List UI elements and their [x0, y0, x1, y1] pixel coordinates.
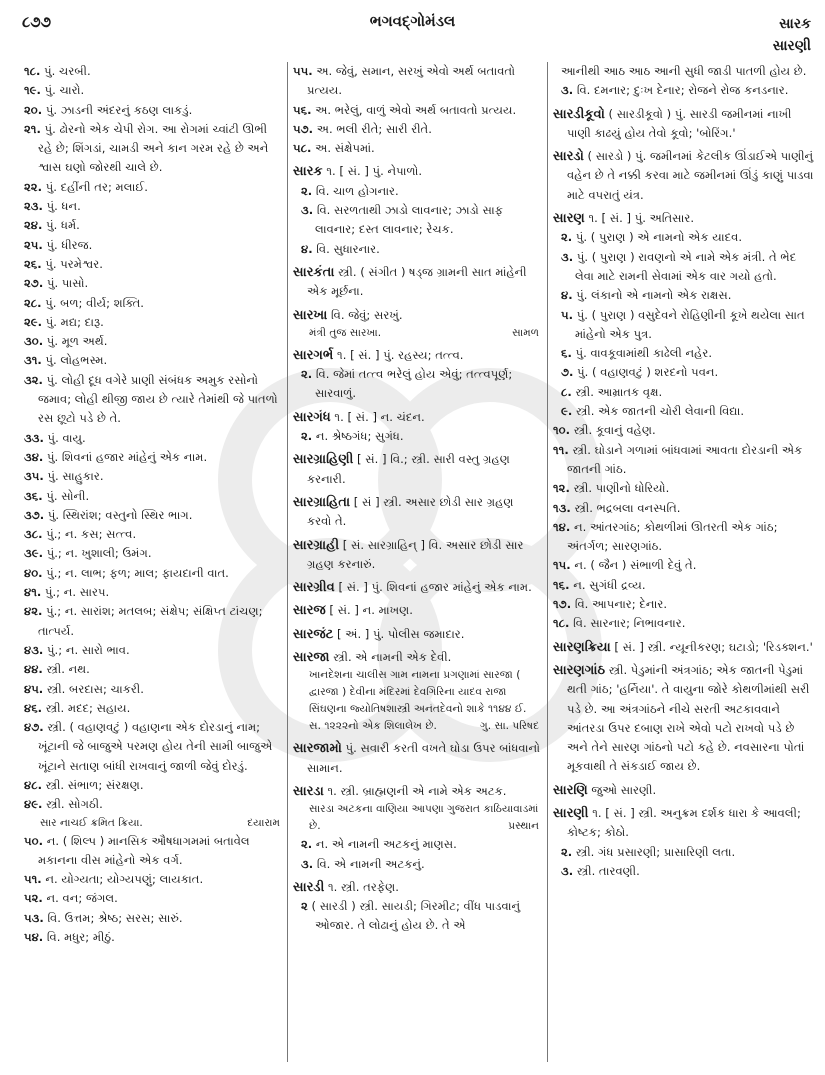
citation-quote: [293, 325, 541, 342]
sense-number: ૧૫.: [553, 558, 571, 573]
sense-entry: [24, 62, 282, 81]
sense-entry: [297, 835, 541, 854]
headword: સારજા: [293, 650, 330, 666]
definition-text: સ્ત્રી. પેડુમાંની અંત્રગાંઠ; એક જાતની પેડુમાં થતી ગાંઠ; 'હર્નિયા'. તે વાયુના જોરે કોથળીમાંથી સરી પડે છે. આ અંત્રગાંઠને નીચે સરતી અટકાવવાને આંતરડા ઉપર દબાણ રાખે એવો પટો રાખવો પડે છે અને તેને સારણ ગાંઠનો પટો કહે છે. નવસારના પોતાં મૂકવાથી તે સંકડાઈ જાય છે.: [567, 662, 810, 774]
sense-number: ૨૪.: [24, 218, 43, 233]
sense-number: ૨૨.: [24, 179, 43, 194]
dictionary-entry: [293, 648, 541, 667]
sense-entry: [24, 870, 282, 889]
sense-number: ૩૪.: [24, 449, 44, 464]
sense-number: ૨.: [301, 367, 313, 382]
dictionary-entry: [293, 739, 541, 778]
sense-entry: [297, 240, 541, 259]
quote-source: સામળ: [512, 326, 539, 339]
dictionary-entry: [293, 450, 541, 489]
sense-entry: [24, 313, 282, 332]
dictionary-entry: [293, 306, 541, 325]
sense-entry: [24, 178, 282, 197]
definition-text: પું. ( વહાણવટું ) શરદનો પવન.: [577, 365, 719, 380]
sense-number: ૨૯.: [24, 314, 43, 329]
sense-entry: [24, 680, 282, 699]
sense-entry: [24, 889, 282, 908]
definition-text: પું. ચરબી.: [44, 64, 91, 78]
headword: સારગ્રાહિતા: [293, 494, 351, 510]
definition-text: ન. ( જૈન ) સંભાળી દેવું તે.: [574, 558, 697, 573]
sense-number: ૨૩.: [24, 199, 43, 214]
sense-number: ૪૦.: [24, 565, 43, 580]
sense-number: ૩.: [561, 863, 574, 878]
definition-text: ન. આંતરગાંઠ; કોથળીમાં ઊતરતી એક ગાંઠ; અંતર્ગળ; સારણગાંઠ.: [567, 519, 778, 554]
sense-entry: [24, 255, 282, 274]
citation-quote: [24, 815, 282, 832]
headword: સારખા: [293, 307, 328, 323]
sense-number: ૭.: [561, 365, 574, 380]
definition-text: પું. સ્થિરાંશ; વસ્તુનો સ્થિર ભાગ.: [47, 507, 193, 522]
definition-text: પું. શિવનાં હજાર માંહેનું એક નામ.: [47, 449, 208, 464]
sense-number: ૧૨.: [553, 481, 570, 496]
sense-number: ૧૯.: [24, 83, 41, 98]
dictionary-entry: [553, 147, 815, 205]
definition-text: વિ. સારનાર; નિભાવનાર.: [573, 616, 686, 631]
sense-entry: [24, 101, 282, 120]
sense-entry: [24, 236, 282, 255]
sense-number: ૫૪.: [24, 930, 44, 945]
sense-entry: [297, 365, 541, 404]
headword: સારક: [293, 164, 323, 180]
headword: સારગર્ભ: [293, 347, 334, 363]
sense-entry: [293, 101, 541, 120]
headword: સારગ્રીવ: [293, 580, 335, 596]
quote-source: પ્રસ્થાન: [508, 820, 539, 833]
definition-text: જુઓ સારણી.: [591, 782, 657, 797]
definition-text: સ્ત્રી. ભદ્રબલા વનસ્પતિ.: [574, 500, 681, 515]
definition-text: પું. વાવકૂવામાંથી કાઢેલી નહેર.: [575, 346, 713, 361]
sense-entry: [557, 286, 815, 305]
definition-text: પું. ( પુરાણ ) રાવણનો એ નામે એક મંત્રી. તે ભેદ લેવા માટે રામની સેવામાં એક વાર ગયો હતો.: [575, 249, 797, 283]
sense-number: ૩૧.: [24, 353, 42, 368]
quote-source: ગુ. સા. પરિષદ: [480, 720, 539, 733]
definition-text: સ્ત્રી. પાણીનો ધોરિયો.: [573, 481, 670, 496]
column-divider: [287, 62, 288, 1062]
headword: સારકંતા: [293, 264, 335, 280]
sense-entry: [24, 718, 282, 776]
sense-number: ૩૨.: [24, 372, 43, 387]
definition-text: પું. ધર્મ.: [46, 218, 80, 233]
sense-number: ૩૯.: [24, 546, 43, 561]
sense-entry: [24, 332, 282, 351]
sense-entry: [24, 197, 282, 216]
sense-entry: [24, 699, 282, 718]
dictionary-entry: [293, 263, 541, 302]
sense-entry: [557, 843, 815, 862]
definition-text: ૧. સ્ત્રી. બ્રાહ્મણની એ નામે એક અટક.: [327, 783, 507, 798]
sense-number: ૫૦.: [24, 833, 44, 848]
definition-text: સ્ત્રી. એ નામની એક દેવી.: [333, 650, 452, 665]
definition-text: [ સં ] સ્ત્રી. અસાર છોડી સાર ગ્રહણ કરવો તે.: [307, 494, 514, 529]
dictionary-entry: [553, 781, 815, 800]
column-divider: [547, 62, 548, 1062]
sense-entry: [557, 306, 815, 345]
headword: સારણિ: [553, 782, 588, 798]
sense-entry: [24, 602, 282, 641]
sense-number: ૨.: [561, 844, 573, 859]
definition-text: પું. ( પુરાણ ) એ નામનો એક યાદવ.: [575, 230, 743, 245]
sense-number: ૩૦.: [24, 334, 44, 349]
headword: સારણક્રિયા: [553, 639, 611, 655]
headword: સારડો: [553, 149, 584, 165]
dictionary-entry: [293, 408, 541, 427]
sense-number: ૧૮.: [24, 64, 41, 78]
definition-text: અ. જેવું, સમાન, સરખું એવો અર્થ બતાવતો પ્રત્યય.: [307, 64, 516, 98]
continued-text: આનીથી આઠ આઠ આની સુધી જાડી પાતળી હોય છે.: [561, 64, 807, 78]
sense-entry: [24, 294, 282, 313]
headword: સારણગાંઠ: [553, 662, 606, 678]
sense-entry: [553, 421, 815, 440]
definition-text: સ્ત્રી. નથ.: [46, 662, 90, 677]
dictionary-entry: [293, 493, 541, 532]
sense-number: ૪.: [561, 288, 573, 303]
headword: સારણ: [553, 211, 585, 227]
sense-entry: [24, 641, 282, 660]
definition-text: પું. ધીરજ.: [46, 237, 93, 252]
sense-entry: [553, 441, 815, 480]
dictionary-entry: [553, 638, 815, 657]
sense-entry: [24, 506, 282, 525]
sense-entry: [293, 139, 541, 158]
dictionary-entry: [293, 878, 541, 897]
definition-text: [ સં. ] વિ.; સ્ત્રી. સારી વસ્તુ ગ્રહણ કરનારી.: [307, 452, 510, 486]
sense-entry: [557, 402, 815, 421]
sense-entry: [557, 363, 815, 382]
definition-text: પું. પાસો.: [46, 276, 89, 291]
sense-entry: [557, 248, 815, 287]
sense-number: ૪૪.: [24, 662, 43, 677]
definition-text: ૧. [ સં. ] પું. રહસ્ય; તત્ત્વ.: [337, 347, 464, 362]
headword: સારજ: [293, 603, 326, 619]
definition-text: વિ. એ નામની અટકનું.: [316, 856, 425, 871]
sense-number: ૪૭.: [24, 720, 44, 735]
sense-number: ૨૮.: [24, 295, 42, 310]
book-title: ભગવદ્ગોમંડલ: [369, 12, 456, 30]
sense-entry: [24, 795, 282, 814]
sense-number: ૫૬.: [293, 102, 312, 117]
definition-text: પું. ચારો.: [44, 83, 85, 98]
sense-number: ૩.: [561, 83, 574, 98]
sense-entry: [24, 351, 282, 370]
definition-text: સ્ત્રી. ગંધ પ્રસારણી; પ્રાસારિણી લતા.: [575, 844, 736, 859]
definition-text: વિ. સુધારનાર.: [316, 241, 380, 256]
definition-text: વિ. મધુર; મીઠું.: [46, 930, 115, 945]
page-number: ૮૭૭: [22, 13, 52, 31]
sense-entry: [24, 909, 282, 928]
guide-word-first: સારક: [779, 16, 811, 32]
sense-entry: [557, 344, 815, 363]
sense-number: ૮.: [561, 384, 572, 399]
dictionary-entry: [293, 162, 541, 181]
definition-text: વિ. ઉત્તમ; શ્રેષ્ઠ; સરસ; સારું.: [47, 910, 183, 925]
page-header: [0, 0, 825, 56]
definition-text: ન. યોગ્યતા; યોગ્યપણું; લાયકાત.: [45, 872, 204, 887]
sense-entry: [24, 487, 282, 506]
sense-number: ૩.: [301, 203, 314, 218]
dictionary-entry: [553, 661, 815, 777]
definition-text: ૧. [ સં. ] સ્ત્રી. અનુક્રમ દર્શક ધારા કે આવલી; કોષ્ટક; કોઠો.: [567, 805, 801, 840]
sense-number: ૨: [301, 899, 308, 914]
definition-text: ( સારડો ) પું. જમીનમાં કેટલીક ઊંડાઈએ પાણીનું વહેન છે તે નક્કી કરવા માટે જમીનમાં ઊંડું કાણું પાડવા માટે વપરાતું યંત્ર.: [567, 149, 814, 202]
sense-number: ૨૭.: [24, 276, 44, 291]
quote-source: દયારામ: [247, 816, 280, 829]
guide-word-last: સારણી: [772, 38, 811, 54]
definition-text: સ્ત્રી. બરદાસ; ચાકરી.: [46, 681, 144, 696]
sense-entry: [24, 928, 282, 947]
sense-entry: [24, 120, 282, 178]
sense-entry: [297, 897, 541, 936]
sense-entry: [24, 776, 282, 795]
sense-number: ૫૫.: [293, 64, 313, 78]
quote-text: સારડા અટકના વાણિયા આપણા ગુજરાત કાઠિયાવાડમાં છે.: [309, 803, 539, 833]
sense-number: ૩.: [301, 856, 314, 871]
definition-text: પું. લોહભસ્મ.: [45, 353, 108, 368]
sense-entry: [557, 862, 815, 881]
headword: સારણી: [553, 805, 589, 821]
sense-number: ૪૧.: [24, 585, 42, 600]
sense-entry: [297, 427, 541, 446]
sense-entry: [293, 120, 541, 139]
sense-number: ૨૬.: [24, 256, 42, 271]
definition-text: પું. ધન.: [46, 199, 81, 214]
sense-number: ૪.: [301, 241, 313, 256]
sense-number: ૫.: [561, 307, 574, 322]
sense-number: ૩૭.: [24, 507, 45, 522]
sense-number: ૨૫.: [24, 237, 43, 252]
sense-entry: [553, 576, 815, 595]
definition-text: વિ. સરળતાથી ઝાડો લાવનાર; ઝાડો સાફ લાવનાર; દસ્ત લાવનાર; રેચક.: [315, 203, 503, 237]
quote-text: ખાનદેશના ચાલીસ ગામ નામના પ્રગણામાં સારજા ( દ્વારજા ) દેવીના મંદિરમાં દેવગિરિના યાદવ રાજા સિંઘણના જ્યોતિષશાસ્ત્રી અનંતદેવનો શાકે ૧૧૪૪ ઈ. સ. ૧૨૨૨નો એક શિલાલેખ છે.: [309, 669, 527, 733]
sense-entry: [24, 448, 282, 467]
headword: સારડીકૂવો: [553, 106, 605, 122]
sense-number: ૪૨.: [24, 604, 43, 619]
definition-text: [ અં. ] પું. પોલીસ જમાદાર.: [337, 626, 465, 641]
definition-text: પું. સોની.: [46, 488, 90, 503]
definition-text: પું. દહીંની તર; મલાઈ.: [45, 179, 148, 194]
definition-text: પું. પરમેશ્વર.: [45, 256, 103, 271]
sense-number: ૧૬.: [553, 577, 570, 592]
definition-text: સ્ત્રી. કૂવાનું વહેણ.: [573, 423, 656, 438]
sense-entry: [553, 499, 815, 518]
sense-number: ૪૩.: [24, 642, 44, 657]
sense-entry: [24, 429, 282, 448]
definition-text: ૧. સ્ત્રી. તરફેણ.: [327, 879, 399, 894]
definition-text: [ સં. ] ન. માખણ.: [329, 603, 413, 618]
sense-number: ૨.: [301, 837, 313, 852]
dictionary-entry: [553, 804, 815, 843]
sense-number: ૧૩.: [553, 500, 571, 515]
dictionary-entry: [293, 346, 541, 365]
sense-entry: [557, 228, 815, 247]
definition-text: પું. સવારી કરતી વખતે ઘોડા ઉપર બાંધવાનો સામાન.: [307, 741, 540, 775]
definition-text: પું.; ન. સારાંશ; મતલબ; સંક્ષેપ; સંક્ષિપ્ત ટાંચણ; તાત્પર્ય.: [38, 604, 263, 638]
definition-text: પું.; ન. લાભ; ફળ; માલ; ફાયદાની વાત.: [46, 565, 229, 580]
definition-text: પું. ઝાડની અંદરનું કઠણ લાકડું.: [45, 102, 193, 117]
sense-number: ૫૮.: [293, 141, 312, 156]
column-left: [24, 62, 282, 947]
sense-entry: [557, 383, 815, 402]
sense-entry: [297, 182, 541, 201]
sense-entry: [24, 371, 282, 429]
sense-entry: [24, 564, 282, 583]
sense-number: ૪૮.: [24, 777, 42, 792]
sense-number: ૪૬.: [24, 700, 43, 715]
sense-number: ૫૨.: [24, 891, 43, 906]
sense-entry: [24, 467, 282, 486]
definition-text: પું. મૂળ અર્થ.: [46, 334, 108, 349]
definition-text: વિ. દમનાર; દુઃખ દેનાર; રોજને રોજ કનડનાર.: [576, 83, 789, 98]
guide-words: [773, 13, 811, 57]
definition-text: [ સં. સારગ્રાહિન્ ] વિ. અસાર છોડી સાર ગ્રહણ કરનારું.: [307, 537, 524, 571]
definition-text: અ. ભરેલું, વાળું એવો અર્થ બતાવતો પ્રત્યય.: [315, 102, 517, 117]
definition-text: પું.; ન. સારો ભાવ.: [47, 642, 130, 657]
definition-text: સ્ત્રી. સોગઠી.: [46, 797, 103, 812]
definition-text: ન. એ નામની અટકનું માણસ.: [315, 837, 457, 852]
definition-text: ૧. [ સં. ] ન. ચંદન.: [334, 409, 425, 424]
dictionary-entry: [293, 578, 541, 597]
sense-number: ૨.: [561, 230, 573, 245]
definition-text: પું. ( પુરાણ ) વસુદેવને રોહિણીની કૂખે થયેલા સાત માંહેનો એક પુત્ર.: [575, 307, 805, 341]
definition-text: પું. લોહી દૂધ વગેરે પ્રાણી સંબંધક અમુક રસોનો જમાવ; લોહી થીજી જાય છે ત્યારે તેમાંથી જે પાતળો રસ છૂટો પડે છે તે.: [38, 372, 278, 426]
definition-text: પું.; ન. સારપ.: [44, 585, 110, 600]
definition-text: સ્ત્રી. મદદ; સહાય.: [45, 700, 131, 715]
dictionary-entry: [293, 536, 541, 575]
dictionary-entry: [293, 601, 541, 620]
headword: સારજામો: [293, 741, 342, 757]
definition-text: સ્ત્રી. ( વહાણવટું ) વહાણના એક દોરડાનું નામ; ખૂંટાની જે બાજુએ પરમણ હોય તેની સામી બાજુએ ખૂંટાને સતાણ બાંધી રાખવાનું જાળી જેવું દોરડું.: [38, 720, 273, 773]
sense-number: ૧૦.: [553, 423, 571, 438]
sense-entry: [293, 62, 541, 101]
definition-text: ( સારડીકૂવો ) પું. સારડી જમીનમાં નાખી પાણી કાઢયું હોય તેવો કૂવો; 'બોરિંગ.': [567, 106, 792, 140]
headword: સારગ્રાહિણી: [293, 452, 354, 468]
citation-quote: [293, 667, 541, 735]
dictionary-entry: [293, 782, 541, 801]
sense-entry: [24, 660, 282, 679]
definition-text: સ્ત્રી. સંભાળ; સંરક્ષણ.: [45, 777, 144, 792]
sense-number: ૧૮.: [553, 616, 570, 631]
sense-number: ૩.: [561, 249, 574, 264]
dictionary-entry: [553, 209, 815, 228]
sense-number: ૯.: [561, 404, 573, 419]
sense-entry: [297, 201, 541, 240]
sense-entry: [24, 216, 282, 235]
definition-text: ૧. [ સં. ] પું. નેપાળો.: [326, 164, 423, 179]
sense-number: ૨૧.: [24, 121, 41, 136]
definition-text: પું. મદ્ય; દારૂ.: [45, 314, 104, 329]
definition-text: સ્ત્રી. ( સંગીત ) ષડ્જ ગ્રામની સાત માંહેની એક મૂર્છના.: [307, 264, 527, 299]
sense-number: ૩૮.: [24, 527, 43, 542]
quote-text: મંત્રી તુજ સારખા.: [309, 326, 382, 339]
sense-number: ૫૭.: [293, 121, 314, 136]
sense-entry: [553, 595, 815, 614]
sense-entry: [24, 832, 282, 871]
definition-text: પું.; ન. ખુશાલી; ઉમંગ.: [46, 546, 152, 561]
definition-text: વિ. ચાળ હોગનાર.: [315, 183, 399, 198]
sense-entry: [557, 81, 815, 100]
definition-text: [ સં. ] પું. શિવનાં હજાર માંહેનું એક નામ.: [338, 580, 532, 595]
headword: સારડી: [293, 879, 325, 895]
definition-text: ન. ( શિલ્પ ) માનસિક ઔષધાગમમાં બતાવેલ મકાનના વીસ માંહેનો એક વર્ગ.: [38, 833, 250, 867]
citation-quote: [293, 801, 541, 835]
sense-entry: [553, 556, 815, 575]
definition-text: ન. વન; જંગલ.: [46, 891, 118, 906]
sense-entry: [24, 583, 282, 602]
definition-text: ( સારડી ) સ્ત્રી. સાયડી; ગિરમીટ; વીંધ પાડવાનું ઓજાર. તે લોઢાનું હોય છે. તે એ: [311, 899, 521, 933]
sense-entry: [24, 274, 282, 293]
quote-text: સાર નાચઈ ક્રમિત ક્રિયા.: [40, 816, 143, 829]
sense-number: ૩૬.: [24, 488, 43, 503]
sense-number: ૩૫.: [24, 469, 44, 484]
column-right: [553, 62, 815, 881]
sense-number: ૨૦.: [24, 102, 43, 117]
definition-text: અ. ભલી રીતે; સારી રીતે.: [316, 121, 432, 136]
definition-text: પું. બળ; વીર્ય; શક્તિ.: [45, 295, 144, 310]
definition-text: વિ. જેમાં તત્ત્વ ભરેલું હોય એવું; તત્ત્વપૂર્ણ; સારવાળું.: [315, 367, 513, 401]
dictionary-entry: [553, 105, 815, 144]
definition-text: વિ. આપનાર; દેનાર.: [574, 597, 668, 612]
definition-text: ન. શ્રેષ્ઠગંધ; સુગંધ.: [315, 429, 404, 444]
sense-entry: [24, 525, 282, 544]
sense-entry: [24, 544, 282, 563]
definition-text: પું. સાહુકાર.: [47, 469, 104, 484]
sense-number: ૨.: [301, 183, 313, 198]
dictionary-entry: [293, 625, 541, 644]
definition-text: પું. લંકાનો એ નામનો એક રાક્ષસ.: [576, 288, 732, 303]
definition-text: વિ. જેવું; સરખું.: [331, 307, 403, 322]
sense-number: ૧૭.: [553, 597, 572, 612]
sense-entry: [297, 855, 541, 874]
sense-entry: [553, 518, 815, 557]
definition-text: સ્ત્રી. એક જાતની ચોરી લેવાની વિદ્યા.: [575, 404, 745, 419]
sense-number: ૪૫.: [24, 681, 44, 696]
definition-text: ૧. [ સં. ] પું. અતિસાર.: [588, 211, 695, 226]
sense-entry: [24, 81, 282, 100]
sense-number: ૫૩.: [24, 910, 44, 925]
definition-text: સ્ત્રી. તારવણી.: [576, 863, 640, 878]
sense-number: ૨.: [301, 429, 313, 444]
definition-text: પું. ઢોરનો એક ચેપી રોગ. આ રોગમાં ચ્વાંટી ઊભી રહે છે; શિંગડાં, ચામડી અને કાન ગરમ રહે છે અને શ્વાસ ઘણો જોરથી ચાલે છે.: [38, 121, 269, 175]
definition-text: પું.; ન. કસ; સત્ત્વ.: [46, 527, 137, 542]
definition-text: [ સં. ] સ્ત્રી. ન્યૂનીકરણ; ઘટાડો; 'રિડક્શન.': [614, 639, 813, 654]
sense-number: ૩૩.: [24, 430, 44, 445]
definition-text: પું. વાયુ.: [47, 430, 86, 445]
column-middle: [293, 62, 541, 936]
definition-text: ન. સુગંધી દ્રવ્ય.: [573, 577, 646, 592]
sense-number: ૧૪.: [553, 519, 571, 534]
sense-number: ૫૧.: [24, 872, 42, 887]
definition-text: સ્ત્રી. આમ્રાતક વૃક્ષ.: [575, 384, 663, 399]
definition-text: સ્ત્રી. ઘોડાને ગળામાં બાંધવામાં આવતા દોરડાની એક જાતની ગાંઠ.: [567, 442, 803, 476]
headword: સારડા: [293, 783, 324, 799]
sense-number: ૪૯.: [24, 797, 43, 812]
sense-entry: [553, 614, 815, 633]
definition-text: અ. સંક્ષેપમાં.: [315, 141, 375, 156]
headword: સારજંટ: [293, 626, 334, 642]
headword: સારગંધ: [293, 409, 331, 425]
sense-number: ૧૧.: [553, 442, 569, 457]
headword: સારગ્રાહી: [293, 537, 340, 553]
sense-entry: [553, 479, 815, 498]
sense-number: ૬.: [561, 346, 572, 361]
